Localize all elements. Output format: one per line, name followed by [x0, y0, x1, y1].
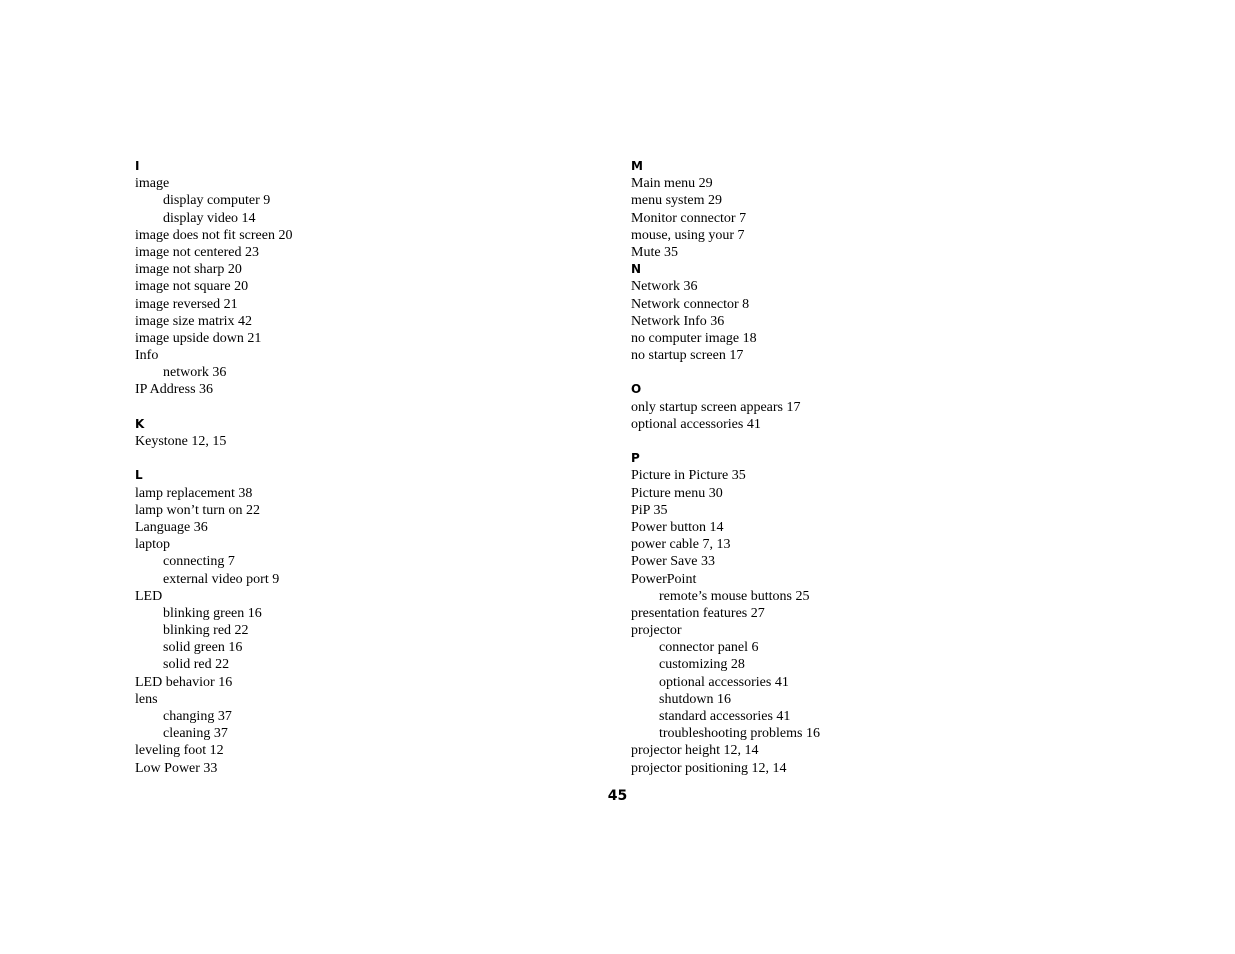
index-entry: presentation features 27 [631, 605, 765, 621]
index-subentry: display computer 9 [163, 193, 271, 209]
index-subentry: solid red 22 [163, 657, 230, 673]
index-entry: PiP 35 [631, 502, 668, 518]
index-entry: menu system 29 [631, 193, 722, 209]
index-entry: image upside down 21 [135, 330, 262, 346]
index-entry: Network 36 [631, 279, 698, 295]
index-spacer [135, 399, 555, 416]
index-entry: power cable 7, 13 [631, 537, 731, 553]
index-entry: optional accessories 41 [631, 416, 761, 432]
index-entry: projector [631, 623, 682, 639]
index-letter-heading: M [631, 159, 643, 173]
index-entry: Picture in Picture 35 [631, 468, 746, 484]
index-entry: laptop [135, 537, 170, 553]
index-entry: no computer image 18 [631, 330, 757, 346]
index-subentry: troubleshooting problems 16 [659, 726, 820, 742]
index-subentry: display video 14 [163, 210, 256, 226]
index-letter-heading: P [631, 451, 640, 466]
index-entry: lens [135, 691, 158, 707]
index-column-left [135, 158, 555, 777]
index-subentry: blinking green 16 [163, 605, 262, 621]
index-entry: image not sharp 20 [135, 262, 242, 278]
index-subentry: network 36 [163, 365, 227, 381]
index-entry: IP Address 36 [135, 382, 214, 398]
page-number: 45 [607, 788, 628, 804]
index-entry: LED [135, 588, 163, 604]
index-entry: no startup screen 17 [631, 348, 744, 364]
index-subentry: remote’s mouse buttons 25 [659, 588, 810, 604]
index-entry: image not centered 23 [135, 244, 260, 260]
index-spacer [631, 364, 1051, 381]
index-subentry: shutdown 16 [659, 691, 731, 707]
index-entry: image reversed 21 [135, 296, 238, 312]
index-subentry: optional accessories 41 [659, 674, 789, 690]
index-column-right [631, 158, 1051, 777]
index-entry: Monitor connector 7 [631, 210, 747, 226]
index-entry: leveling foot 12 [135, 743, 224, 759]
index-subentry: changing 37 [163, 709, 232, 724]
index-entry: image [135, 176, 170, 192]
index-subentry: standard accessories 41 [659, 709, 791, 724]
index-entry: lamp won’t turn on 22 [135, 502, 260, 518]
index-entry: Picture menu 30 [631, 485, 723, 501]
index-subentry: solid green 16 [163, 640, 243, 656]
index-entry: image not square 20 [135, 279, 249, 295]
index-entry: Network connector 8 [631, 296, 750, 312]
index-letter-heading: K [135, 416, 145, 431]
index-entry: Info [135, 348, 159, 364]
index-subentry: connecting 7 [163, 554, 235, 570]
index-letter-heading: N [631, 262, 642, 277]
index-entry: Power Save 33 [631, 554, 715, 570]
index-spacer [631, 433, 1051, 450]
index-entry: Network Info 36 [631, 313, 725, 329]
index-entry: Main menu 29 [631, 176, 713, 192]
index-subentry: connector panel 6 [659, 640, 759, 656]
index-subentry: customizing 28 [659, 657, 745, 673]
index-spacer [135, 450, 555, 467]
index-entry: Power button 14 [631, 519, 724, 535]
index-subentry: cleaning 37 [163, 726, 228, 742]
index-letter-heading: I [135, 159, 140, 173]
index-subentry: external video port 9 [163, 571, 280, 587]
index-letter-heading: L [135, 468, 143, 483]
index-entry: image size matrix 42 [135, 313, 253, 329]
index-subentry: blinking red 22 [163, 623, 249, 639]
index-entry: PowerPoint [631, 571, 697, 587]
index-entry: mouse, using your 7 [631, 227, 745, 243]
index-entry: lamp replacement 38 [135, 485, 253, 501]
index-entry: Language 36 [135, 519, 208, 535]
index-entry: LED behavior 16 [135, 674, 233, 690]
index-entry: Keystone 12, 15 [135, 434, 227, 449]
index-letter-heading: O [631, 382, 642, 397]
index-entry: projector positioning 12, 14 [631, 760, 787, 776]
index-entry: Low Power 33 [135, 760, 218, 776]
index-entry: image does not fit screen 20 [135, 227, 293, 243]
index-entry: only startup screen appears 17 [631, 399, 801, 415]
index-entry: projector height 12, 14 [631, 743, 759, 759]
index-entry: Mute 35 [631, 244, 679, 260]
